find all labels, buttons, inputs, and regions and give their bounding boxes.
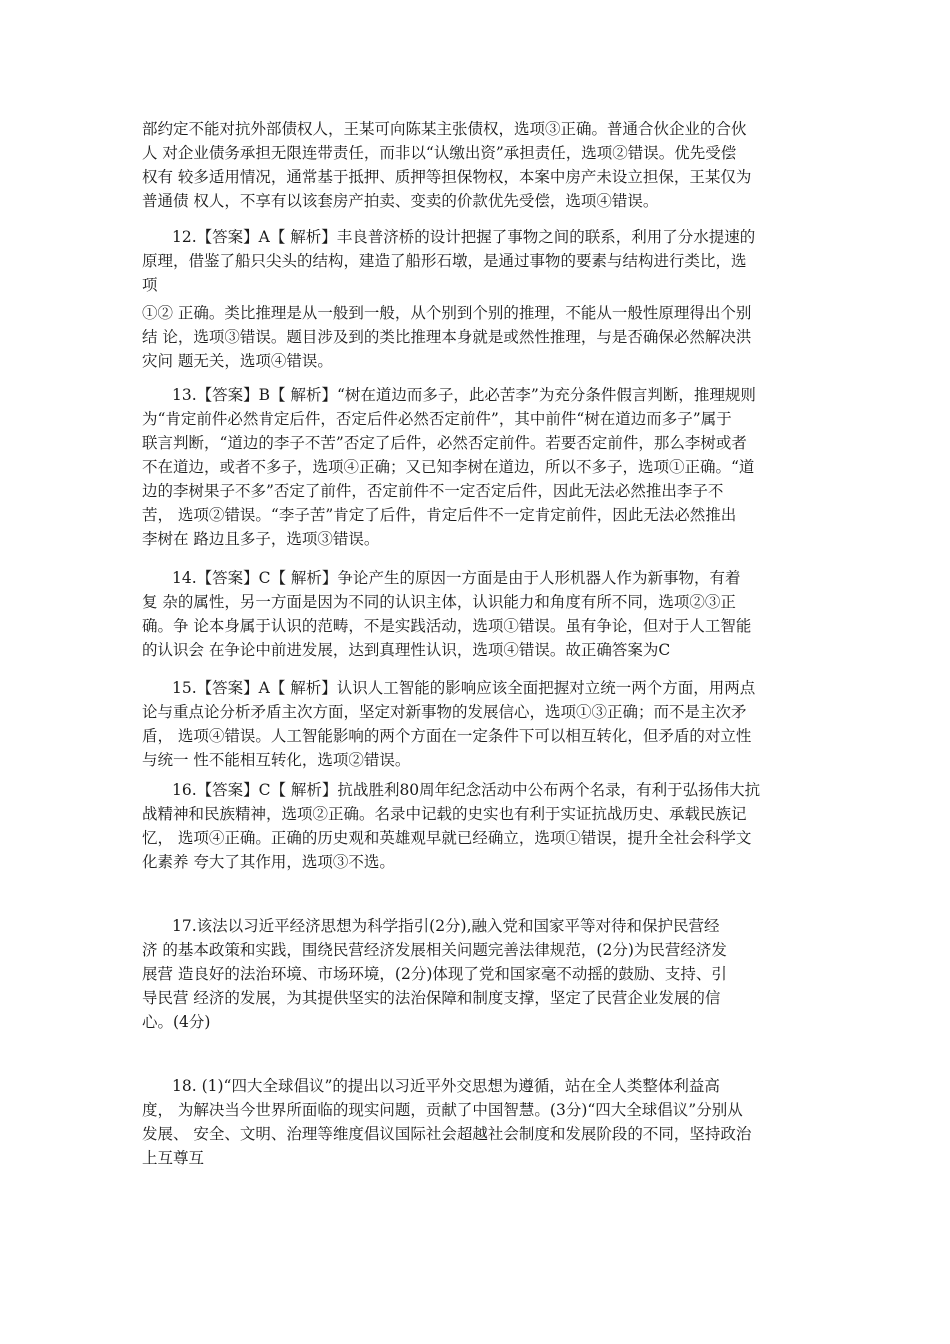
text-line: 与统一 性不能相互转化，选项②错误。: [142, 751, 411, 769]
text-line: 盾， 选项④错误。人工智能影响的两个方面在一定条件下可以相互转化，但矛盾的对立性: [142, 727, 752, 745]
text-line: 忆， 选项④正确。正确的历史观和英雄观早就已经确立，选项①错误，提升全社会科学文: [142, 829, 752, 847]
paragraph-16: [142, 778, 814, 874]
text-line: 联言判断，“道边的李子不苦”否定了后件，必然否定前件。若要否定前件，那么李树或者: [142, 434, 747, 452]
text-line: 战精神和民族精神，选项②正确。名录中记载的史实也有利于实证抗战历史、承载民族记: [142, 805, 747, 823]
text-line: 的认识会 在争论中前进发展，达到真理性认识，选项④错误。故正确答案为C: [142, 641, 671, 659]
text-line: 人 对企业债务承担无限连带责任，而非以“认缴出资”承担责任，选项②错误。优先受偿: [142, 144, 737, 162]
paragraph-17: [142, 914, 814, 1034]
text-line: ①② 正确。类比推理是从一般到一般，从个别到个别的推理，不能从一般性原理得出个别: [142, 304, 752, 322]
text-line: 发展、 安全、文明、治理等维度倡议国际社会超越社会制度和发展阶段的不同，坚持政治: [142, 1125, 752, 1143]
text-line: 导民营 经济的发展，为其提供坚实的法治保障和制度支撑，坚定了民营企业发展的信: [142, 989, 721, 1007]
text-line: 16.【答案】C【 解析】抗战胜利80周年纪念活动中公布两个名录，有利于弘扬伟大抗: [172, 781, 761, 799]
text-line: 化素养 夸大了其作用，选项③不选。: [142, 853, 395, 871]
text-line: 项: [142, 276, 158, 294]
text-line: 度， 为解决当今世界所面临的现实问题，贡献了中国智慧。(3分)“四大全球倡议”分别从: [142, 1101, 743, 1119]
text-line: 普通债 权人，不享有以该套房产拍卖、变卖的价款优先受偿，选项④错误。: [142, 192, 659, 210]
text-line: 部约定不能对抗外部债权人，王某可向陈某主张债权，选项③正确。普通合伙企业的合伙: [142, 120, 747, 138]
text-line: 心。(4分): [142, 1013, 211, 1031]
paragraph-18: [142, 1074, 814, 1170]
paragraph-12-continued: [142, 301, 814, 373]
text-line: 苦， 选项②错误。“李子苦”肯定了后件，肯定后件不一定肯定前件，因此无法必然推出: [142, 506, 737, 524]
paragraph-13: [142, 383, 814, 551]
text-line: 论与重点论分析矛盾主次方面，坚定对新事物的发展信心，选项①③正确；而不是主次矛: [142, 703, 747, 721]
paragraph-15: [142, 676, 814, 772]
text-line: 15.【答案】A【 解析】认识人工智能的影响应该全面把握对立统一两个方面，用两点: [172, 679, 756, 697]
text-line: 复 杂的属性，另一方面是因为不同的认识主体，认识能力和角度有所不同，选项②③正: [142, 593, 736, 611]
text-line: 权有 较多适用情况，通常基于抵押、质押等担保物权，本案中房产未设立担保，王某仅为: [142, 168, 752, 186]
text-line: 边的李树果子不多”否定了前件，否定前件不一定否定后件，因此无法必然推出李子不: [142, 482, 724, 500]
text-line: 上互尊互: [142, 1149, 205, 1167]
text-line: 结 论，选项③错误。题目涉及到的类比推理本身就是或然性推理，与是否确保必然解决洪: [142, 328, 752, 346]
paragraph-14: [142, 566, 814, 662]
text-line: 为“肯定前件必然肯定后件，否定后件必然否定前件”，其中前件“树在道边而多子”属于: [142, 410, 732, 428]
text-line: 展营 造良好的法治环境、市场环境，(2分)体现了党和国家毫不动摇的鼓励、支持、引: [142, 965, 727, 983]
text-line: 确。争 论本身属于认识的范畴，不是实践活动，选项①错误。虽有争论，但对于人工智能: [142, 617, 752, 635]
text-line: 灾问 题无关，选项④错误。: [142, 352, 333, 370]
text-line: 14.【答案】C【 解析】争论产生的原因一方面是由于人形机器人作为新事物，有着: [172, 569, 741, 587]
text-line: 不在道边，或者不多子，选项④正确；又已知李树在道边，所以不多子，选项①正确。“道: [142, 458, 755, 476]
text-line: 13.【答案】B【 解析】“树在道边而多子，此必苦李”为充分条件假言判断，推理规则: [172, 386, 756, 404]
text-line: 济 的基本政策和实践，围绕民营经济发展相关问题完善法律规范，(2分)为民营经济发: [142, 941, 727, 959]
paragraph-11-continued: [142, 117, 814, 213]
text-line: 12.【答案】A【 解析】丰良普济桥的设计把握了事物之间的联系，利用了分水提速的: [172, 228, 756, 246]
text-line: 李树在 路边且多子，选项③错误。: [142, 530, 380, 548]
text-line: 原理，借鉴了船只尖头的结构，建造了船形石墩，是通过事物的要素与结构进行类比，选: [142, 252, 747, 270]
text-line: 17.该法以习近平经济思想为科学指引(2分),融入党和国家平等对待和保护民营经: [172, 917, 720, 935]
text-line: 18. (1)“四大全球倡议”的提出以习近平外交思想为遵循，站在全人类整体利益高: [172, 1077, 720, 1095]
paragraph-12: [142, 225, 814, 297]
